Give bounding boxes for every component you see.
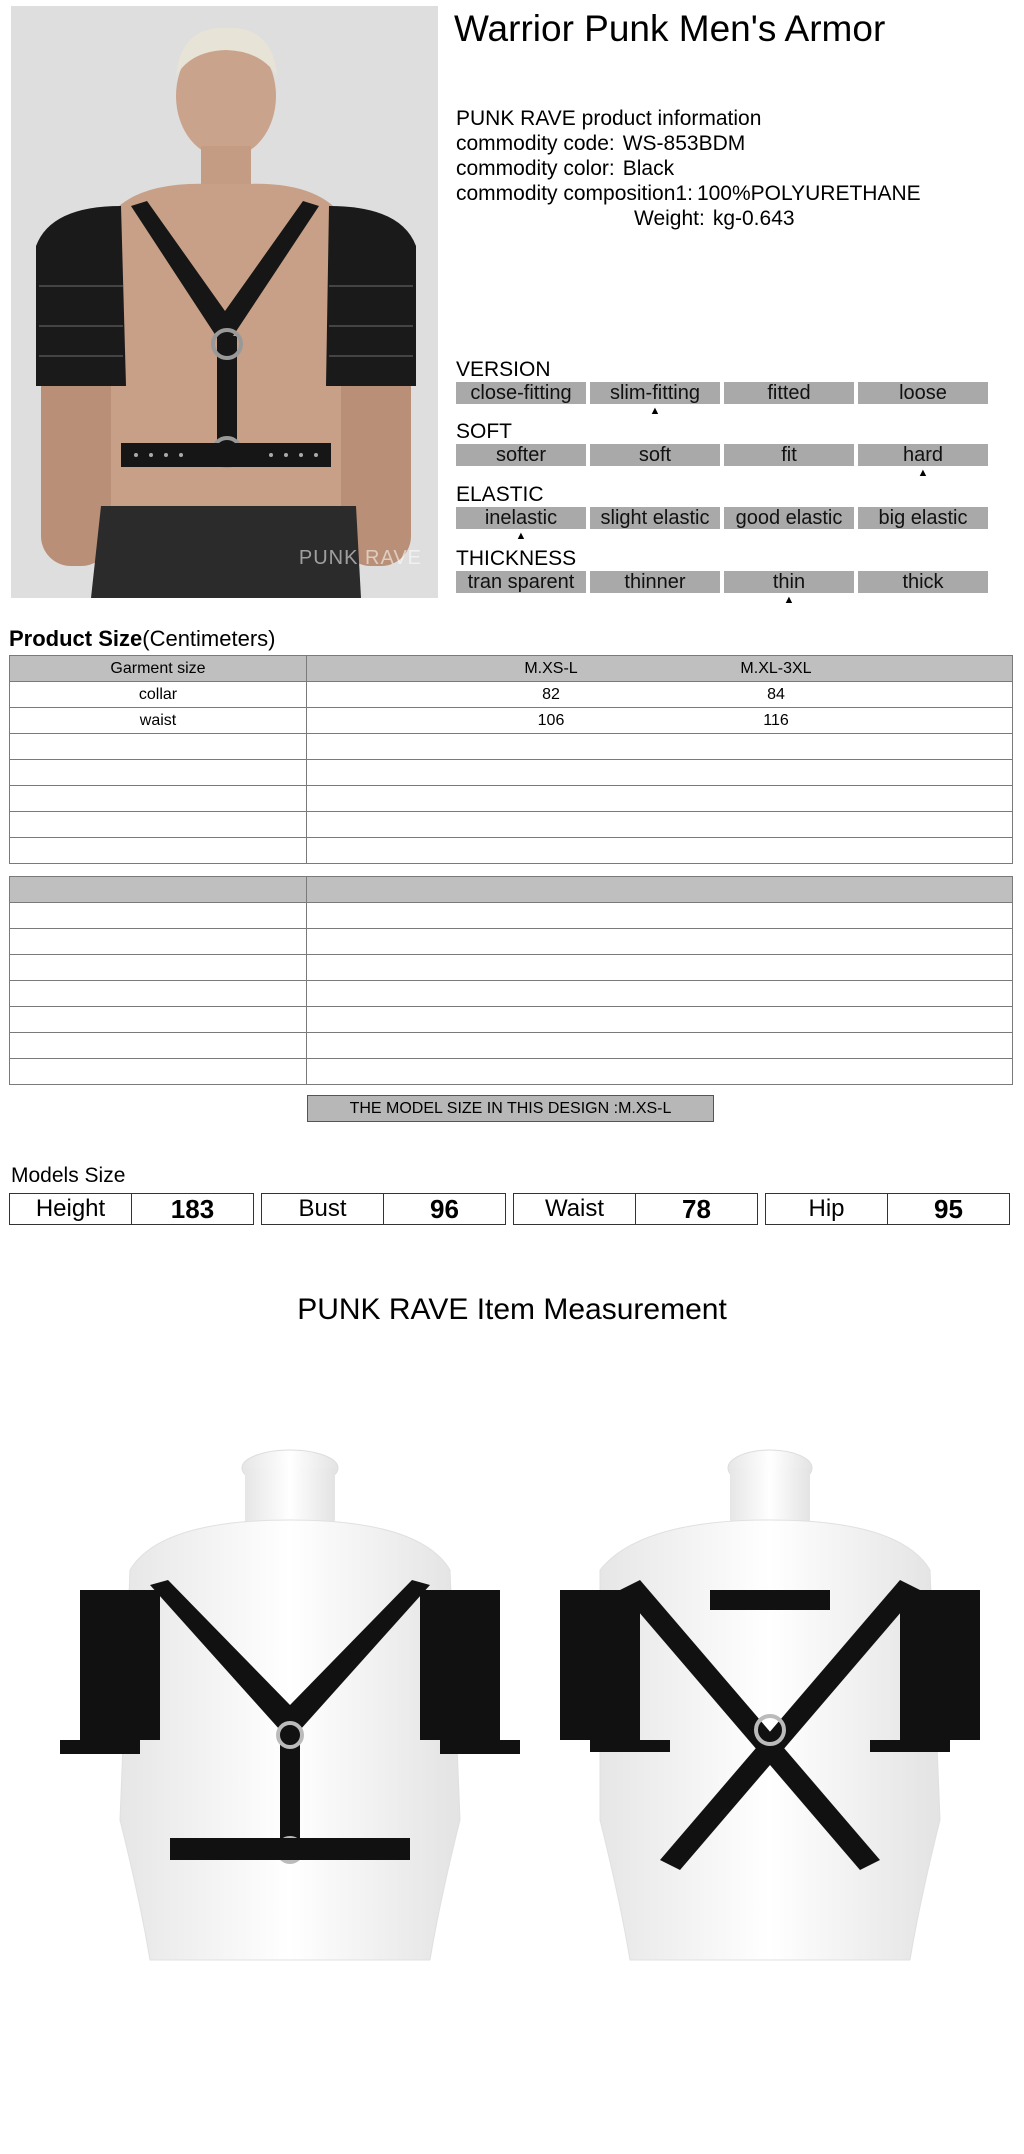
mannequin-images <box>40 1440 1000 2020</box>
cell-value: 106 <box>537 712 565 729</box>
empty-row <box>10 1059 1013 1085</box>
product-title: Warrior Punk Men's Armor <box>454 8 886 49</box>
scale-option: big elastic <box>858 507 988 529</box>
size-table-title <box>9 626 276 652</box>
model-height <box>9 1193 254 1225</box>
color-row <box>456 156 921 181</box>
models-size-title: Models Size <box>11 1164 126 1187</box>
model-value: 96 <box>430 1194 459 1224</box>
model-waist <box>513 1193 758 1225</box>
model-bust <box>261 1193 506 1225</box>
code-value: WS-853BDM <box>622 132 746 155</box>
model-label: Hip <box>766 1194 888 1224</box>
scale-label: VERSION <box>456 358 551 381</box>
front-view <box>60 1450 520 1960</box>
marker-slot <box>724 529 854 543</box>
table-header-row <box>10 877 1013 903</box>
scale-option: slim-fitting <box>590 382 720 404</box>
marker-slot <box>590 593 720 607</box>
measurement-title: PUNK RAVE Item Measurement <box>297 1293 727 1326</box>
composition-value: 100%POLYURETHANE <box>696 182 921 205</box>
scale-option: thin <box>724 571 854 593</box>
selected-marker-icon: ▲ <box>783 594 795 606</box>
weight-value: kg-0.643 <box>712 207 795 230</box>
marker-slot <box>590 466 720 480</box>
blank-size-table <box>9 876 1013 1085</box>
marker-slot <box>858 404 988 418</box>
model-size-note: THE MODEL SIZE IN THIS DESIGN :M.XS-L <box>307 1095 714 1122</box>
size-table <box>9 655 1013 864</box>
scale-option: tran sparent <box>456 571 586 593</box>
weight-row <box>456 206 921 231</box>
mannequin-illustration <box>40 1440 1000 2020</box>
size-title-unit: (Centimeters) <box>142 626 276 651</box>
model-value: 95 <box>934 1194 963 1224</box>
marker-slot <box>724 404 854 418</box>
scale-option: softer <box>456 444 586 466</box>
scale-option: hard <box>858 444 988 466</box>
photo-watermark: PUNK RAVE <box>298 547 422 569</box>
size-title-bold: Product Size <box>9 626 143 651</box>
scale-marks <box>456 404 988 418</box>
model-value: 78 <box>682 1194 711 1224</box>
row-label: waist <box>10 708 307 734</box>
scale-option: slight elastic <box>590 507 720 529</box>
cell-value: 116 <box>763 712 789 729</box>
scale-marks <box>456 593 988 607</box>
header-sizes <box>307 656 1013 682</box>
scale-option: fit <box>724 444 854 466</box>
scale-label: SOFT <box>456 420 512 443</box>
code-row <box>456 131 921 156</box>
empty-row <box>10 903 1013 929</box>
product-photo <box>11 6 438 598</box>
scale-soft <box>456 420 988 480</box>
cell-value: 82 <box>542 686 560 703</box>
code-label: commodity code: <box>456 132 615 155</box>
marker-slot <box>724 466 854 480</box>
model-illustration <box>11 6 438 598</box>
empty-row <box>10 734 1013 760</box>
weight-label: Weight: <box>634 207 705 230</box>
header-label: Garment size <box>10 656 307 682</box>
scale-marks <box>456 529 988 543</box>
size-col-1: M.XS-L <box>524 660 578 677</box>
empty-row <box>10 981 1013 1007</box>
model-value: 183 <box>170 1194 215 1224</box>
model-hip <box>765 1193 1010 1225</box>
scale-version <box>456 358 988 418</box>
model-label: Height <box>10 1194 132 1224</box>
cell-value: 84 <box>767 686 785 703</box>
color-label: commodity color: <box>456 157 615 180</box>
product-info <box>456 106 921 231</box>
scale-option: soft <box>590 444 720 466</box>
empty-row <box>10 1007 1013 1033</box>
empty-row <box>10 955 1013 981</box>
row-label: collar <box>10 682 307 708</box>
scale-thickness <box>456 547 988 607</box>
empty-row <box>10 812 1013 838</box>
scale-option: thick <box>858 571 988 593</box>
marker-slot <box>456 466 586 480</box>
table-row <box>10 682 1013 708</box>
marker-slot <box>858 593 988 607</box>
selected-marker-icon: ▲ <box>917 467 929 479</box>
table-row <box>10 708 1013 734</box>
selected-marker-icon: ▲ <box>515 530 527 542</box>
models-size-row <box>9 1193 1010 1225</box>
composition-label: commodity composition1: <box>456 182 693 205</box>
empty-row <box>10 786 1013 812</box>
scale-option: good elastic <box>724 507 854 529</box>
color-value: Black <box>622 157 675 180</box>
marker-slot <box>456 593 586 607</box>
model-label: Waist <box>514 1194 636 1224</box>
empty-row <box>10 929 1013 955</box>
composition-row <box>456 181 921 206</box>
empty-row <box>10 1033 1013 1059</box>
scale-marks <box>456 466 988 480</box>
table-header-row <box>10 656 1013 682</box>
scale-label: THICKNESS <box>456 547 577 570</box>
scale-option: loose <box>858 382 988 404</box>
size-col-2: M.XL-3XL <box>740 660 812 677</box>
back-view <box>560 1450 980 1960</box>
marker-slot <box>456 404 586 418</box>
marker-slot <box>590 529 720 543</box>
brand-line: PUNK RAVE product information <box>456 107 762 130</box>
scale-option: close-fitting <box>456 382 586 404</box>
selected-marker-icon: ▲ <box>649 405 661 417</box>
scale-option: thinner <box>590 571 720 593</box>
scale-option: inelastic <box>456 507 586 529</box>
model-label: Bust <box>262 1194 384 1224</box>
scale-label: ELASTIC <box>456 483 544 506</box>
marker-slot <box>858 529 988 543</box>
empty-row <box>10 838 1013 864</box>
scale-elastic <box>456 483 988 543</box>
scale-option: fitted <box>724 382 854 404</box>
empty-row <box>10 760 1013 786</box>
